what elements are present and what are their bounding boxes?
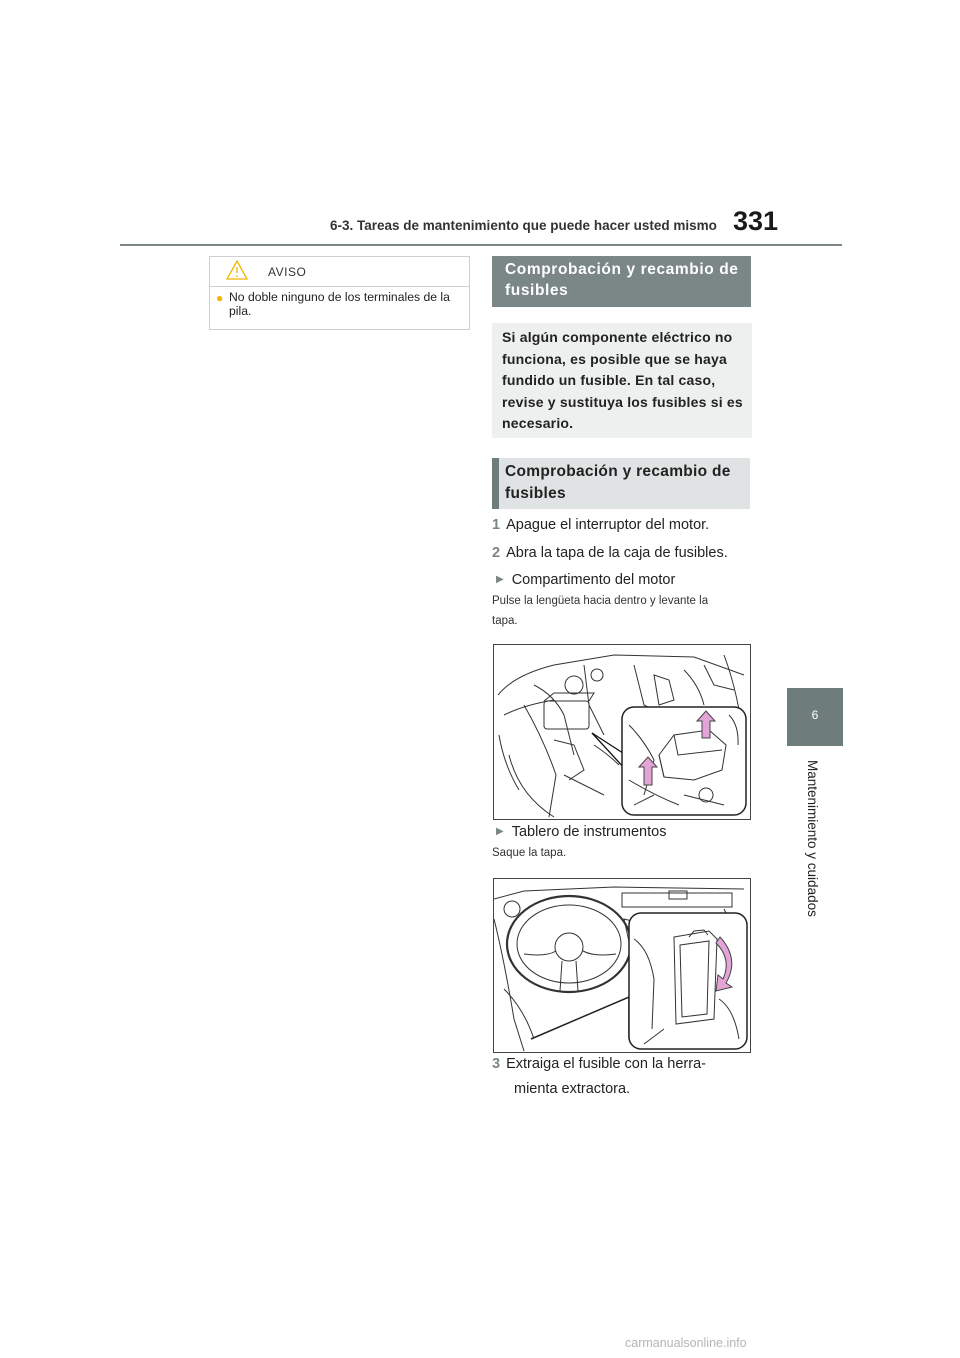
warning-icon <box>226 260 248 280</box>
step-3 <box>492 1056 706 1072</box>
instrument-panel-figure <box>493 878 751 1053</box>
location-note: tapa. <box>492 615 518 627</box>
location-dashboard <box>496 824 666 840</box>
bullet-icon: ● <box>216 291 224 305</box>
location-note: Saque la tapa. <box>492 847 567 859</box>
chapter-number: 6 <box>811 708 819 722</box>
step-3-continued: mienta extractora. <box>514 1081 631 1097</box>
warning-header <box>209 256 470 287</box>
location-title: Tablero de instrumentos <box>511 824 667 840</box>
triangle-bullet-icon: ▶ <box>496 574 504 585</box>
section-title: 6-3. Tareas de mantenimiento que puede hacer usted mismo <box>330 218 717 233</box>
subsection-heading: Comprobación y recambio de fusibles <box>505 463 731 502</box>
section-heading: Comprobación y recambio de fusibles <box>505 261 739 299</box>
chapter-label <box>806 760 822 920</box>
triangle-bullet-icon: ▶ <box>496 826 504 837</box>
subsection-bar <box>492 458 499 509</box>
step-1 <box>492 517 709 533</box>
step-number: 1 <box>492 517 501 533</box>
step-2 <box>492 545 728 561</box>
location-note: Pulse la lengüeta hacia dentro y levante la <box>492 595 709 607</box>
location-title: Compartimento del motor <box>511 572 676 588</box>
intro-text: Si algún componente eléctrico no funciona, es posible que se haya fundido un fusible. En tal caso, revise y sustituya los fusibles si es necesario. <box>502 329 743 431</box>
warning-text: No doble ninguno de los terminales de la pila. <box>229 290 450 318</box>
step-text: Extraiga el fusible con la herra- <box>506 1056 706 1072</box>
step-text: Abra la tapa de la caja de fusibles. <box>506 545 728 561</box>
chapter-label-text: Mantenimiento y cuidados <box>805 760 820 917</box>
page-number: 331 <box>733 206 779 236</box>
step-text: Apague el interruptor del motor. <box>506 517 710 533</box>
location-engine <box>496 572 675 588</box>
header-rule <box>120 244 842 246</box>
warning-title: AVISO <box>268 265 307 279</box>
step-number: 2 <box>492 545 501 561</box>
step-number: 3 <box>492 1056 501 1072</box>
engine-compartment-figure <box>493 644 751 820</box>
watermark: carmanualsonline.info <box>625 1336 747 1350</box>
